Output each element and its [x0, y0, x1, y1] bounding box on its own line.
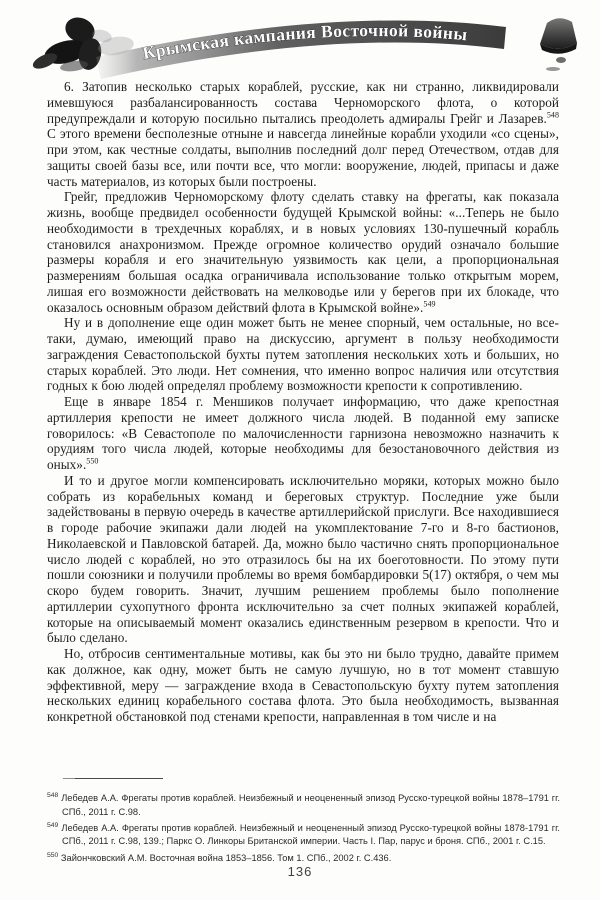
footnote [47, 819, 560, 849]
paragraph: Но, отбросив сентиментальные мотивы, как бы это ни было трудно, давайте примем как должное, как одну, может быть не самую лучшую, но в тот момент ставшую эффективной, меру — заграждение входа в Севастопольскую бухту путем затопления нескольких единиц корабельного состава флота. Это была необходимость, вызванная конкретной обстановкой под стенами крепости, направленная в том числе и на [47, 646, 559, 724]
footnote-separator: — [63, 776, 173, 784]
paragraph: И то и другое могли компенсировать исключительно моряки, которых можно было собрать из корабельных команд и береговых структур. Последние уже были задействованы в первую очередь в качестве артиллерийской прислуги. Все находившиеся в городе рабочие экипажи дали людей на укомплектование 7-го и 8-го бастионов, Николаевской и Павловской батарей. Да, можно было частично снять пропорциональное число людей с кораблей, но это отразилось бы на их боеготовности. По этому пути пошли союзники и получили проблемы во время бомбардировки 5(17) октября, о чем мы скоро будем говорить. Значит, лучшим решением проблемы было пополнение артиллерии сухопутного фронта исключительно за счет полных экипажей кораблей, которые на описываемый момент оказались единственным резервом в крепости. Что и было сделано. [47, 472, 559, 646]
footnotes-block [47, 789, 560, 865]
paragraph: 6. Затопив несколько старых кораблей, русские, как ни странно, ликвидировали имевшуюся разбалансированность состава Черноморского флота, о которой предупреждали и которую посильно пытались преодолеть адмиралы Грейг и Лазарев.$^{548}$ С этого времени бесполезные отныне и навсегда линейные корабли уходили «со сцены», при этом, как честные солдаты, выполнив последний долг перед Отечеством, отдав для защиты своей базы все, или почти все, что могли: вооружение, людей, припасы и даже часть материалов, из которых были построены. [47, 79, 559, 189]
body-text [47, 79, 559, 725]
footnote-marker: 550 [47, 851, 59, 859]
paragraph: Ну и в дополнение еще один может быть не менее спорный, чем остальные, но все-таки, думаю, имеющий право на дискуссию, аргумент в пользу необходимости заграждения Севастопольской бухты путем затопления нескольких хоть и больших, но старых кораблей. Это люди. Нет сомнения, что именно вопрос наличия или отсутствия годных к бою людей определял проблему возможности крепости к сопротивлению. [47, 315, 559, 394]
footnote-text: Лебедев А.А. Фрегаты против кораблей. Неизбежный и неоцененный эпизод Русско-турецкой войны 1878-1791 гг. СПб., 2011 г. С.98, 139.; Паркс О. Линкоры Британской империи. Часть I. Пар, парус и броня. СПб., 2001 г. С.15. [58, 823, 560, 847]
shako-ornament-right-icon [531, 16, 589, 78]
footnote [47, 789, 560, 819]
footnote-marker: 549 [47, 821, 59, 829]
footnote-ref: 550 [86, 456, 99, 466]
footnote-ref: 548 [546, 110, 559, 120]
footnote-ref: 549 [423, 299, 436, 309]
paragraph: Еще в январе 1854 г. Меншиков получает информацию, что даже крепостная артиллерия крепости не имеет должного числа людей. В поданной ему записке говорилось: «В Севастополе по малочисленности гарнизона невозможно назначить к орудиям того числа людей, которые необходимы для безостановочного действия из оных».$^{550}$ [47, 394, 559, 472]
footnote [47, 849, 560, 866]
footnote-text: Зайончковский А.М. Восточная война 1853–1856. Том 1. СПб., 2002 г. С.436. [58, 852, 392, 863]
page-number: 136 [287, 864, 313, 879]
paragraph: Грейг, предложив Черноморскому флоту сделать ставку на фрегаты, как показала жизнь, вообще предвидел особенности будущей Крымской войны: «...Теперь не было необходимости в трехдечных кораблях, и в новых условиях 130-пушечный корабль становился анахронизмом. Прежде огромное количество орудий означало большие размеры корабля и его значительную уязвимость как цели, а пропорциональная размерениям большая осадка ограничивала использование только открытым морем, лишая его возможности действовать на мелководье или у берегов при их блокаде, что оказалось основным образом действий флота в Крымской войне».$^{549}$ [47, 189, 559, 315]
footnote-marker: 548 [47, 792, 59, 799]
banner-title: Крымская кампания Восточной войны [141, 20, 469, 64]
chapter-banner [0, 0, 600, 90]
footnote-text: Лебедев А.А. Фрегаты против кораблей. Неизбежный и неоцененный эпизод Русско-турецкой войны 1878–1791 гг. СПб., 2011 г. С.98. [58, 793, 560, 817]
